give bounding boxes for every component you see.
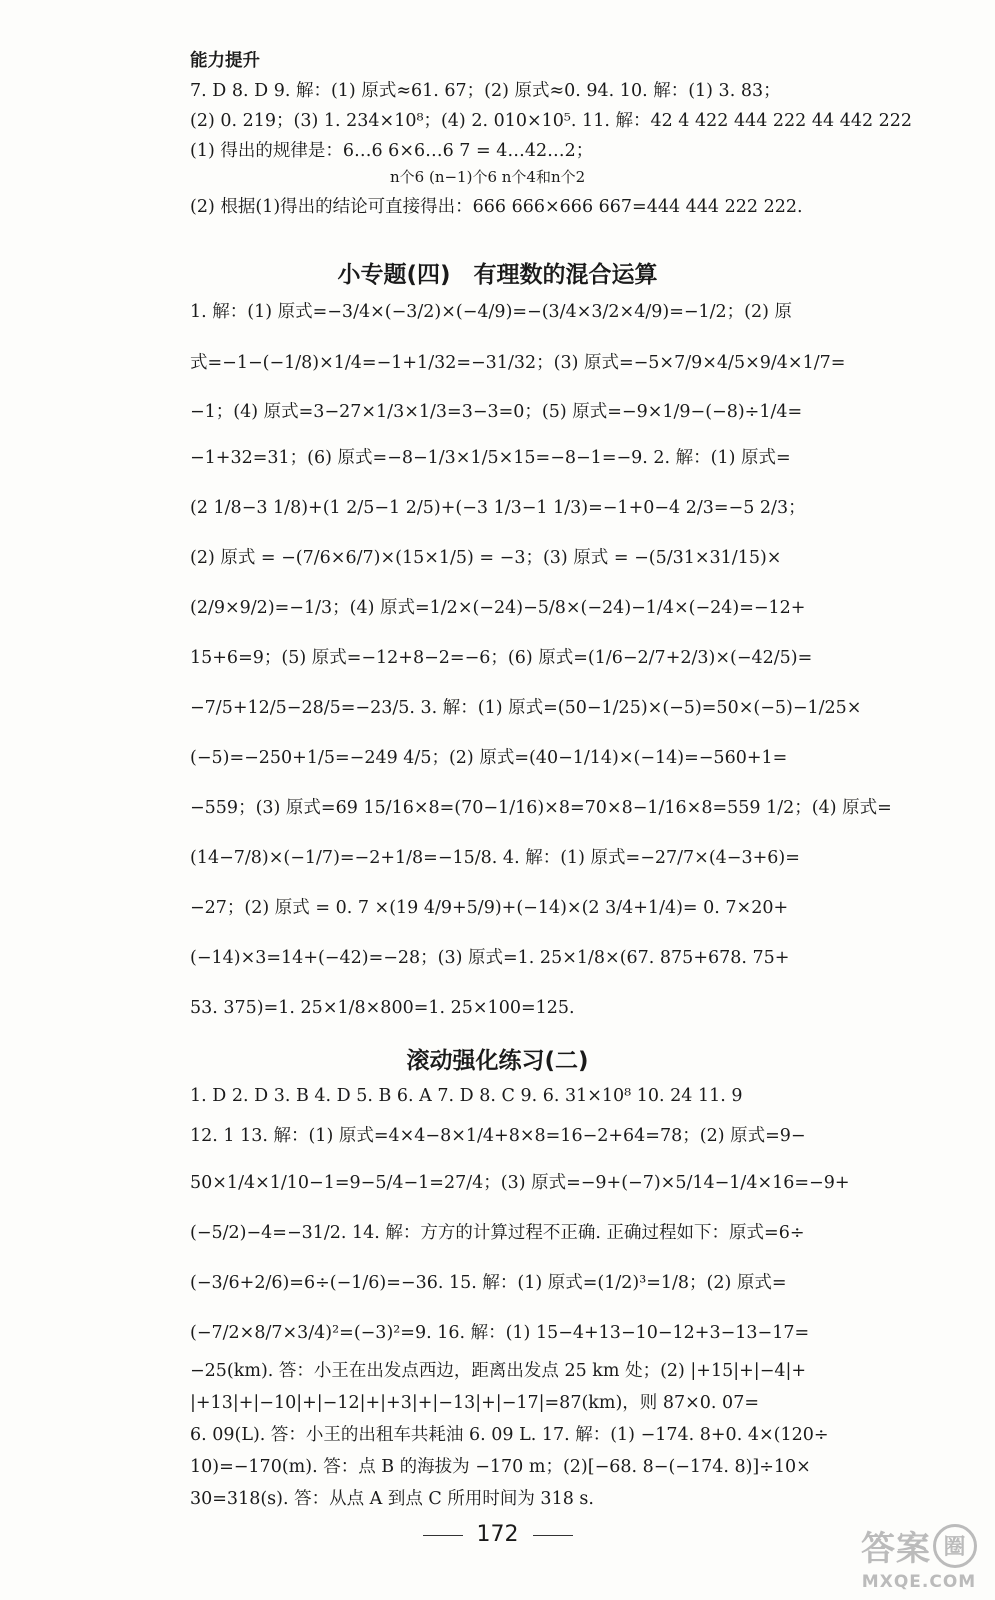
answer-line: (2) 根据(1)得出的结论可直接得出：666 666×666 667=444 444 222 222. [190,197,803,217]
section-heading: 小专题(四) 有理数的混合运算 [337,262,658,288]
answer-line: 30=318(s). 答：从点 A 到点 C 所用时间为 318 s. [190,1489,594,1509]
answer-line: (1) 得出的规律是：6…6 6×6…6 7 = 4…42…2； [190,141,594,161]
watermark-url: MXQE.COM [861,1572,977,1592]
page-number-text: 172 [476,1522,519,1547]
answer-line: −27；(2) 原式 = 0. 7 ×(19 4/9+5/9)+(−14)×(2 3/4+1/4)= 0. 7×20+ [190,898,789,918]
answer-line: 10)=−170(m). 答：点 B 的海拔为 −170 m；(2)[−68. 8−(−174. 8)]÷10× [190,1457,811,1477]
watermark-circle-icon: 圈 [933,1524,977,1568]
answer-line: −7/5+12/5−28/5=−23/5. 3. 解：(1) 原式=(50−1/25)×(−5)=50×(−5)−1/25× [190,698,862,718]
answer-line: (2 1/8−3 1/8)+(1 2/5−1 2/5)+(−3 1/3−1 1/3)=−1+0−4 2/3=−5 2/3； [190,498,806,518]
answer-line: (14−7/8)×(−1/7)=−2+1/8=−15/8. 4. 解：(1) 原式=−27/7×(4−3+6)= [190,848,800,868]
answer-line: |+13|+|−10|+|−12|+|+3|+|−13|+|−17|=87(km)，则 87×0. 07= [190,1393,759,1413]
answer-line: 12. 1 13. 解：(1) 原式=4×4−8×1/4+8×8=16−2+64=78；(2) 原式=9− [190,1126,806,1146]
answer-line: (−3/6+2/6)=6÷(−1/6)=−36. 15. 解：(1) 原式=(1/2)³=1/8；(2) 原式= [190,1273,787,1293]
brace-note: n个6 (n−1)个6 n个4和n个2 [390,168,586,186]
answer-line: (2) 0. 219；(3) 1. 234×10⁸；(4) 2. 010×10⁵. 11. 解：42 4 422 444 222 44 442 222 [190,111,913,131]
answer-line: 式=−1−(−1/8)×1/4=−1+1/32=−31/32；(3) 原式=−5×7/9×4/5×9/4×1/7= [190,353,846,373]
answer-line: (2) 原式 = −(7/6×6/7)×(15×1/5) = −3；(3) 原式 = −(5/31×31/15)× [190,548,782,568]
answer-line: (2/9×9/2)=−1/3；(4) 原式=1/2×(−24)−5/8×(−24)−1/4×(−24)=−12+ [190,598,806,618]
answer-line: (−5/2)−4=−31/2. 14. 解：方方的计算过程不正确. 正确过程如下：原式=6÷ [190,1223,805,1243]
answer-line: 6. 09(L). 答：小王的出租车共耗油 6. 09 L. 17. 解：(1) −174. 8+0. 4×(120÷ [190,1425,829,1445]
dash-left [423,1535,463,1536]
page-number [0,1522,995,1547]
section-heading: 滚动强化练习(二) [406,1048,589,1074]
answer-line: 1. 解：(1) 原式=−3/4×(−3/2)×(−4/9)=−(3/4×3/2×4/9)=−1/2；(2) 原 [190,302,793,322]
answer-line: 53. 375)=1. 25×1/8×800=1. 25×100=125. [190,998,575,1018]
answer-line: −559；(3) 原式=69 15/16×8=(70−1/16)×8=70×8−1/16×8=559 1/2；(4) 原式= [190,798,892,818]
watermark-logo-text: 答案 [861,1529,931,1569]
answer-line: −1+32=31；(6) 原式=−8−1/3×1/5×15=−8−1=−9. 2. 解：(1) 原式= [190,448,791,468]
answer-line: (−5)=−250+1/5=−249 4/5；(2) 原式=(40−1/14)×(−14)=−560+1= [190,748,788,768]
answer-line: 50×1/4×1/10−1=9−5/4−1=27/4；(3) 原式=−9+(−7)×5/14−1/4×16=−9+ [190,1173,850,1193]
answer-line: (−7/2×8/7×3/4)²=(−3)²=9. 16. 解：(1) 15−4+13−10−12+3−13−17= [190,1323,810,1343]
answer-line: −25(km). 答：小王在出发点西边，距离出发点 25 km 处；(2) |+15|+|−4|+ [190,1361,807,1381]
section-title-ability: 能力提升 [190,51,260,71]
watermark-logo [861,1521,977,1570]
answer-line: 1. D 2. D 3. B 4. D 5. B 6. A 7. D 8. C 9. 6. 31×10⁸ 10. 24 11. 9 [190,1086,743,1106]
answer-line: (−14)×3=14+(−42)=−28；(3) 原式=1. 25×1/8×(67. 875+678. 75+ [190,948,790,968]
watermark [861,1521,977,1592]
dash-right [533,1535,573,1536]
answer-line: 15+6=9；(5) 原式=−12+8−2=−6；(6) 原式=(1/6−2/7+2/3)×(−42/5)= [190,648,813,668]
answer-line: −1；(4) 原式=3−27×1/3×1/3=3−3=0；(5) 原式=−9×1/9−(−8)÷1/4= [190,402,803,422]
answer-line: 7. D 8. D 9. 解：(1) 原式≈61. 67；(2) 原式≈0. 94. 10. 解：(1) 3. 83； [190,81,781,101]
